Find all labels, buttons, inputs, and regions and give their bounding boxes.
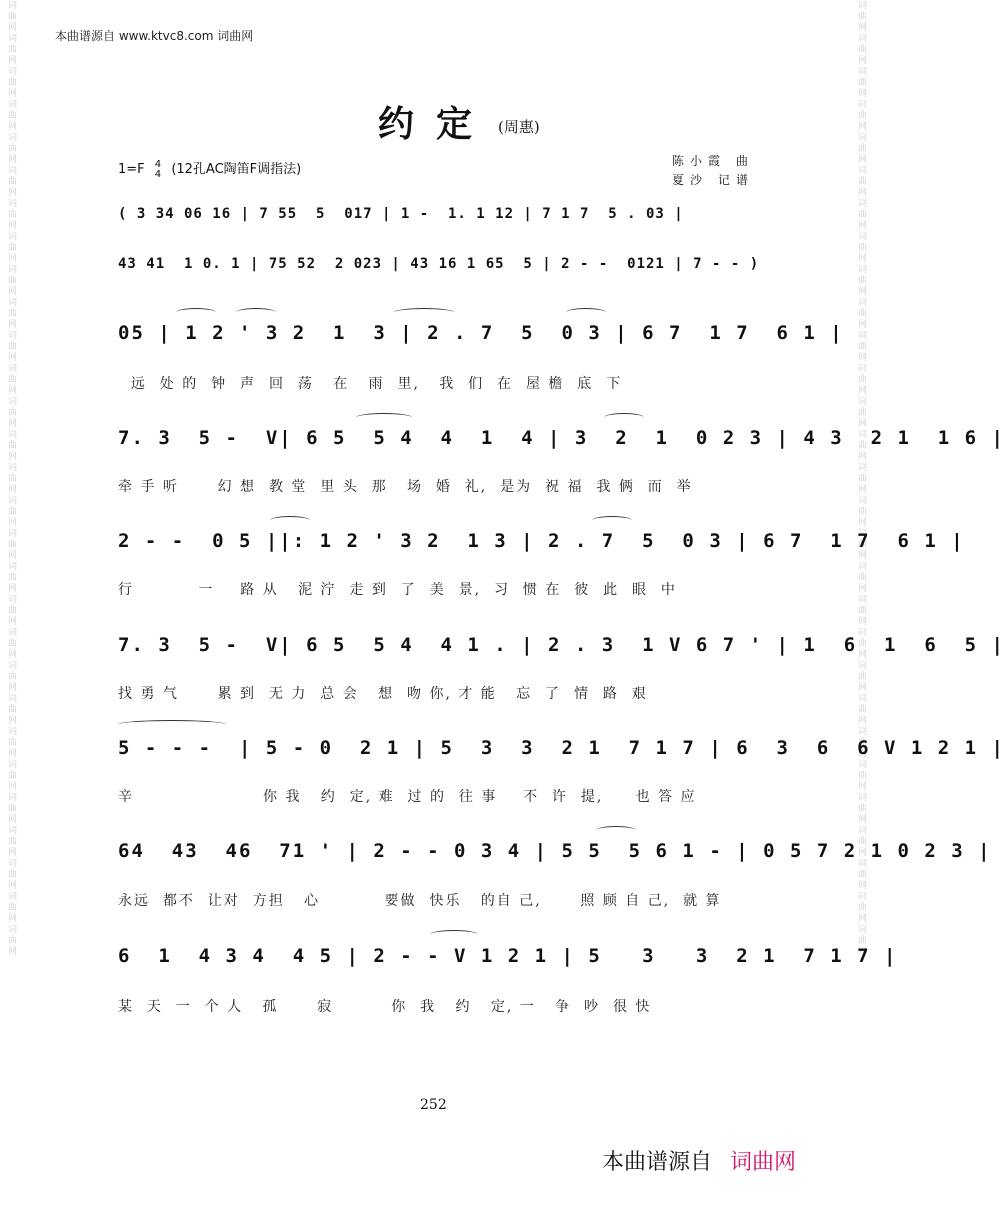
key-label: 1=F — [118, 162, 145, 177]
source-text: 本曲谱源自 — [602, 1150, 713, 1175]
slur-arc — [430, 930, 478, 939]
score-line-2-notes: 7. 3 5 - V| 6 5 5 4 4 1 4 | 3 2 1 0 2 3 | 4 3 2 1 1 6 | — [118, 427, 1005, 449]
score-line-6-notes: 64 43 46 71 ' | 2 - - 0 3 4 | 5 5 5 6 1 - | 0 5 7 2 1 0 2 3 | — [118, 840, 992, 862]
score-line-2-lyrics: 牵 手 听 幻 想 教 堂 里 头 那 场 婚 礼, 是为 祝 福 我 俩 而 举 — [118, 479, 693, 495]
score-line-7-lyrics: 某 天 一 个 人 孤 寂 你 我 约 定, 一 争 吵 很 快 — [118, 999, 652, 1015]
slur-arc — [236, 308, 276, 317]
watermark-right: 词曲网词曲网词曲网词曲网词曲网词曲网词曲网词曲网词曲网词曲网词曲网词曲网词曲网词曲网词曲网词曲网词曲网词曲网词曲网词曲网词曲网词曲网词曲网词曲网词曲网词曲网词曲网词曲网词曲网 — [856, 0, 866, 957]
score-line-4-lyrics: 找 勇 气 累 到 无 力 总 会 想 吻 你, 才 能 忘 了 情 路 艰 — [118, 686, 648, 702]
song-title: 约定 — [378, 103, 495, 145]
intro-line-2: 43 41 1 0. 1 | 75 52 2 023 | 43 16 1 65 5 | 2 - - 0121 | 7 - - ) — [118, 256, 760, 272]
score-line-3-lyrics: 行 一 路 从 泥 泞 走 到 了 美 景, 习 惯 在 彼 此 眼 中 — [118, 582, 677, 598]
instrument-note: (12孔AC陶笛F调指法) — [171, 162, 302, 177]
source-header: 本曲谱源自 www.ktvc8.com 词曲网 — [55, 29, 254, 43]
time-signature — [155, 160, 161, 180]
score-line-7-notes: 6 1 4 3 4 4 5 | 2 - - V 1 2 1 | 5 3 3 2 1 7 1 7 | — [118, 945, 898, 967]
slur-arc — [176, 308, 216, 317]
watermark-left: 词曲网词曲网词曲网词曲网词曲网词曲网词曲网词曲网词曲网词曲网词曲网词曲网词曲网词曲网词曲网词曲网词曲网词曲网词曲网词曲网词曲网词曲网词曲网词曲网词曲网词曲网词曲网词曲网词曲网 — [6, 0, 16, 957]
score-line-5-notes: 5 - - - | 5 - 0 2 1 | 5 3 3 2 1 7 1 7 | 6 3 6 6 V 1 2 1 | — [118, 737, 1005, 759]
score-line-3-notes: 2 - - 0 5 ||: 1 2 ' 3 2 1 3 | 2 . 7 5 0 3 | 6 7 1 7 6 1 | — [118, 530, 965, 552]
score-line-4-notes: 7. 3 5 - V| 6 5 5 4 4 1 . | 2 . 3 1 V 6 7 ' | 1 6 1 6 5 | — [118, 634, 1005, 656]
source-footer — [602, 1145, 796, 1176]
arranger-credit: 夏沙 记谱 — [672, 173, 754, 187]
page-number: 252 — [420, 1097, 447, 1113]
slur-arc — [566, 308, 606, 317]
slur-arc — [604, 413, 644, 422]
slur-arc — [592, 516, 632, 525]
composer-credit: 陈小霞 曲 — [672, 154, 754, 168]
slur-arc — [394, 308, 454, 317]
slur-arc — [356, 413, 412, 422]
score-line-1-lyrics: 远 处 的 钟 声 回 荡 在 雨 里, 我 们 在 屋 檐 底 下 — [118, 376, 623, 392]
slur-arc — [270, 516, 310, 525]
key-signature — [118, 158, 301, 180]
source-brand: 词曲网 — [730, 1150, 797, 1175]
slur-arc — [118, 720, 226, 729]
score-line-5-lyrics: 辛 你 我 约 定, 难 过 的 往 事 不 许 提, 也 答 应 — [118, 789, 697, 805]
score-line-6-lyrics: 永远 都不 让对 方担 心 要做 快乐 的自 己, 照 顾 自 己, 就 算 — [118, 893, 722, 909]
song-subtitle: (周惠) — [498, 118, 540, 136]
time-top: 4 — [154, 158, 162, 170]
intro-line-1: ( 3 34 06 16 | 7 55 5 017 | 1 - 1. 1 12 | 7 1 7 5 . 03 | — [118, 206, 684, 222]
time-bottom: 4 — [154, 168, 162, 180]
score-line-1-notes: 05 | 1 2 ' 3 2 1 3 | 2 . 7 5 0 3 | 6 7 1 7 6 1 | — [118, 322, 844, 344]
slur-arc — [596, 826, 636, 835]
